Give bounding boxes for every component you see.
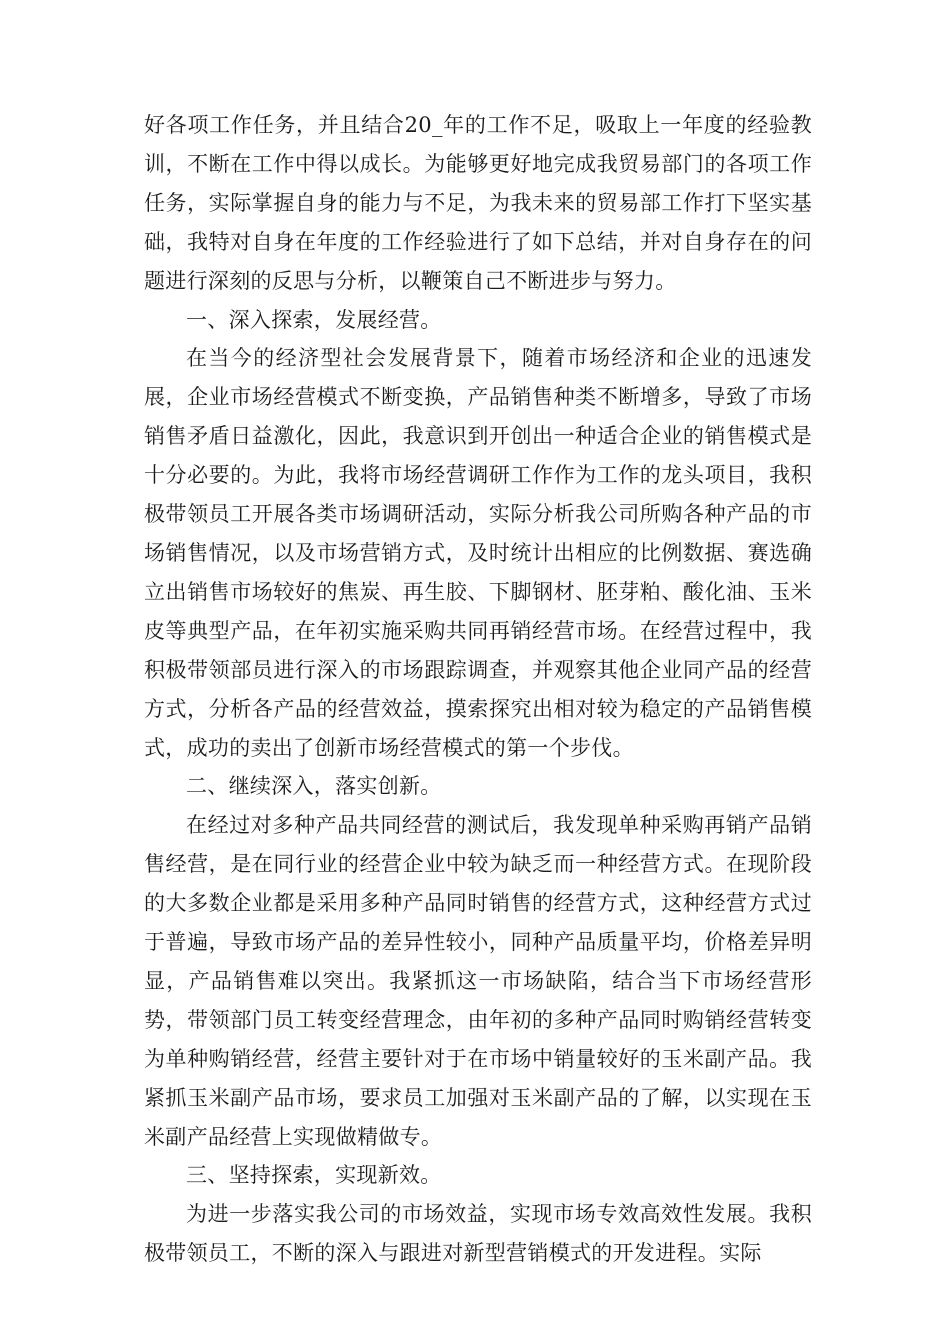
- paragraph-section-2: 在经过对多种产品共同经营的测试后，我发现单种采购再销产品销售经营，是在同行业的经营企业中较为缺乏而一种经营方式。在现阶段的大多数企业都是采用多种产品同时销售的经营方式，这种经营方式过于普遍，导致市场产品的差异性较小，同种产品质量平均，价格差异明显，产品销售难以突出。我紧抓这一市场缺陷，结合当下市场经营形势，带领部门员工转变经营理念，由年初的多种产品同时购销经营转变为单种购销经营，经营主要针对于在市场中销量较好的玉米副产品。我紧抓玉米副产品市场，要求员工加强对玉米副产品的了解，以实现在玉米副产品经营上实现做精做专。: [144, 813, 812, 1149]
- section-heading-1: 一、深入探索，发展经营。: [186, 307, 442, 332]
- paragraph-intro: 好各项工作任务，并且结合20_年的工作不足，吸取上一年度的经验教训，不断在工作中得以成长。为能够更好地完成我贸易部门的各项工作任务，实际掌握自身的能力与不足，为我未来的贸易部工作打下坚实基础，我特对自身在年度的工作经验进行了如下总结，并对自身存在的问题进行深刻的反思与分析，以鞭策自己不断进步与努力。: [144, 113, 812, 293]
- section-heading-3: 三、坚持探索，实现新效。: [186, 1163, 442, 1188]
- paragraph-section-3: 为进一步落实我公司的市场效益，实现市场专效高效性发展。我积极带领员工，不断的深入与跟进对新型营销模式的开发进程。实际: [144, 1202, 812, 1266]
- section-heading-2: 二、继续深入，落实创新。: [186, 774, 442, 799]
- document-page: [144, 106, 812, 1273]
- paragraph-section-1: 在当今的经济型社会发展背景下，随着市场经济和企业的迅速发展，企业市场经营模式不断变换，产品销售种类不断增多，导致了市场销售矛盾日益激化，因此，我意识到开创出一种适合企业的销售模式是十分必要的。为此，我将市场经营调研工作作为工作的龙头项目，我积极带领员工开展各类市场调研活动，实际分析我公司所购各种产品的市场销售情况，以及市场营销方式，及时统计出相应的比例数据、赛选确立出销售市场较好的焦炭、再生胶、下脚钢材、胚芽粕、酸化油、玉米皮等典型产品，在年初实施采购共同再销经营市场。在经营过程中，我积极带领部员进行深入的市场跟踪调查，并观察其他企业同产品的经营方式，分析各产品的经营效益，摸索探究出相对较为稳定的产品销售模式，成功的卖出了创新市场经营模式的第一个步伐。: [144, 346, 812, 760]
